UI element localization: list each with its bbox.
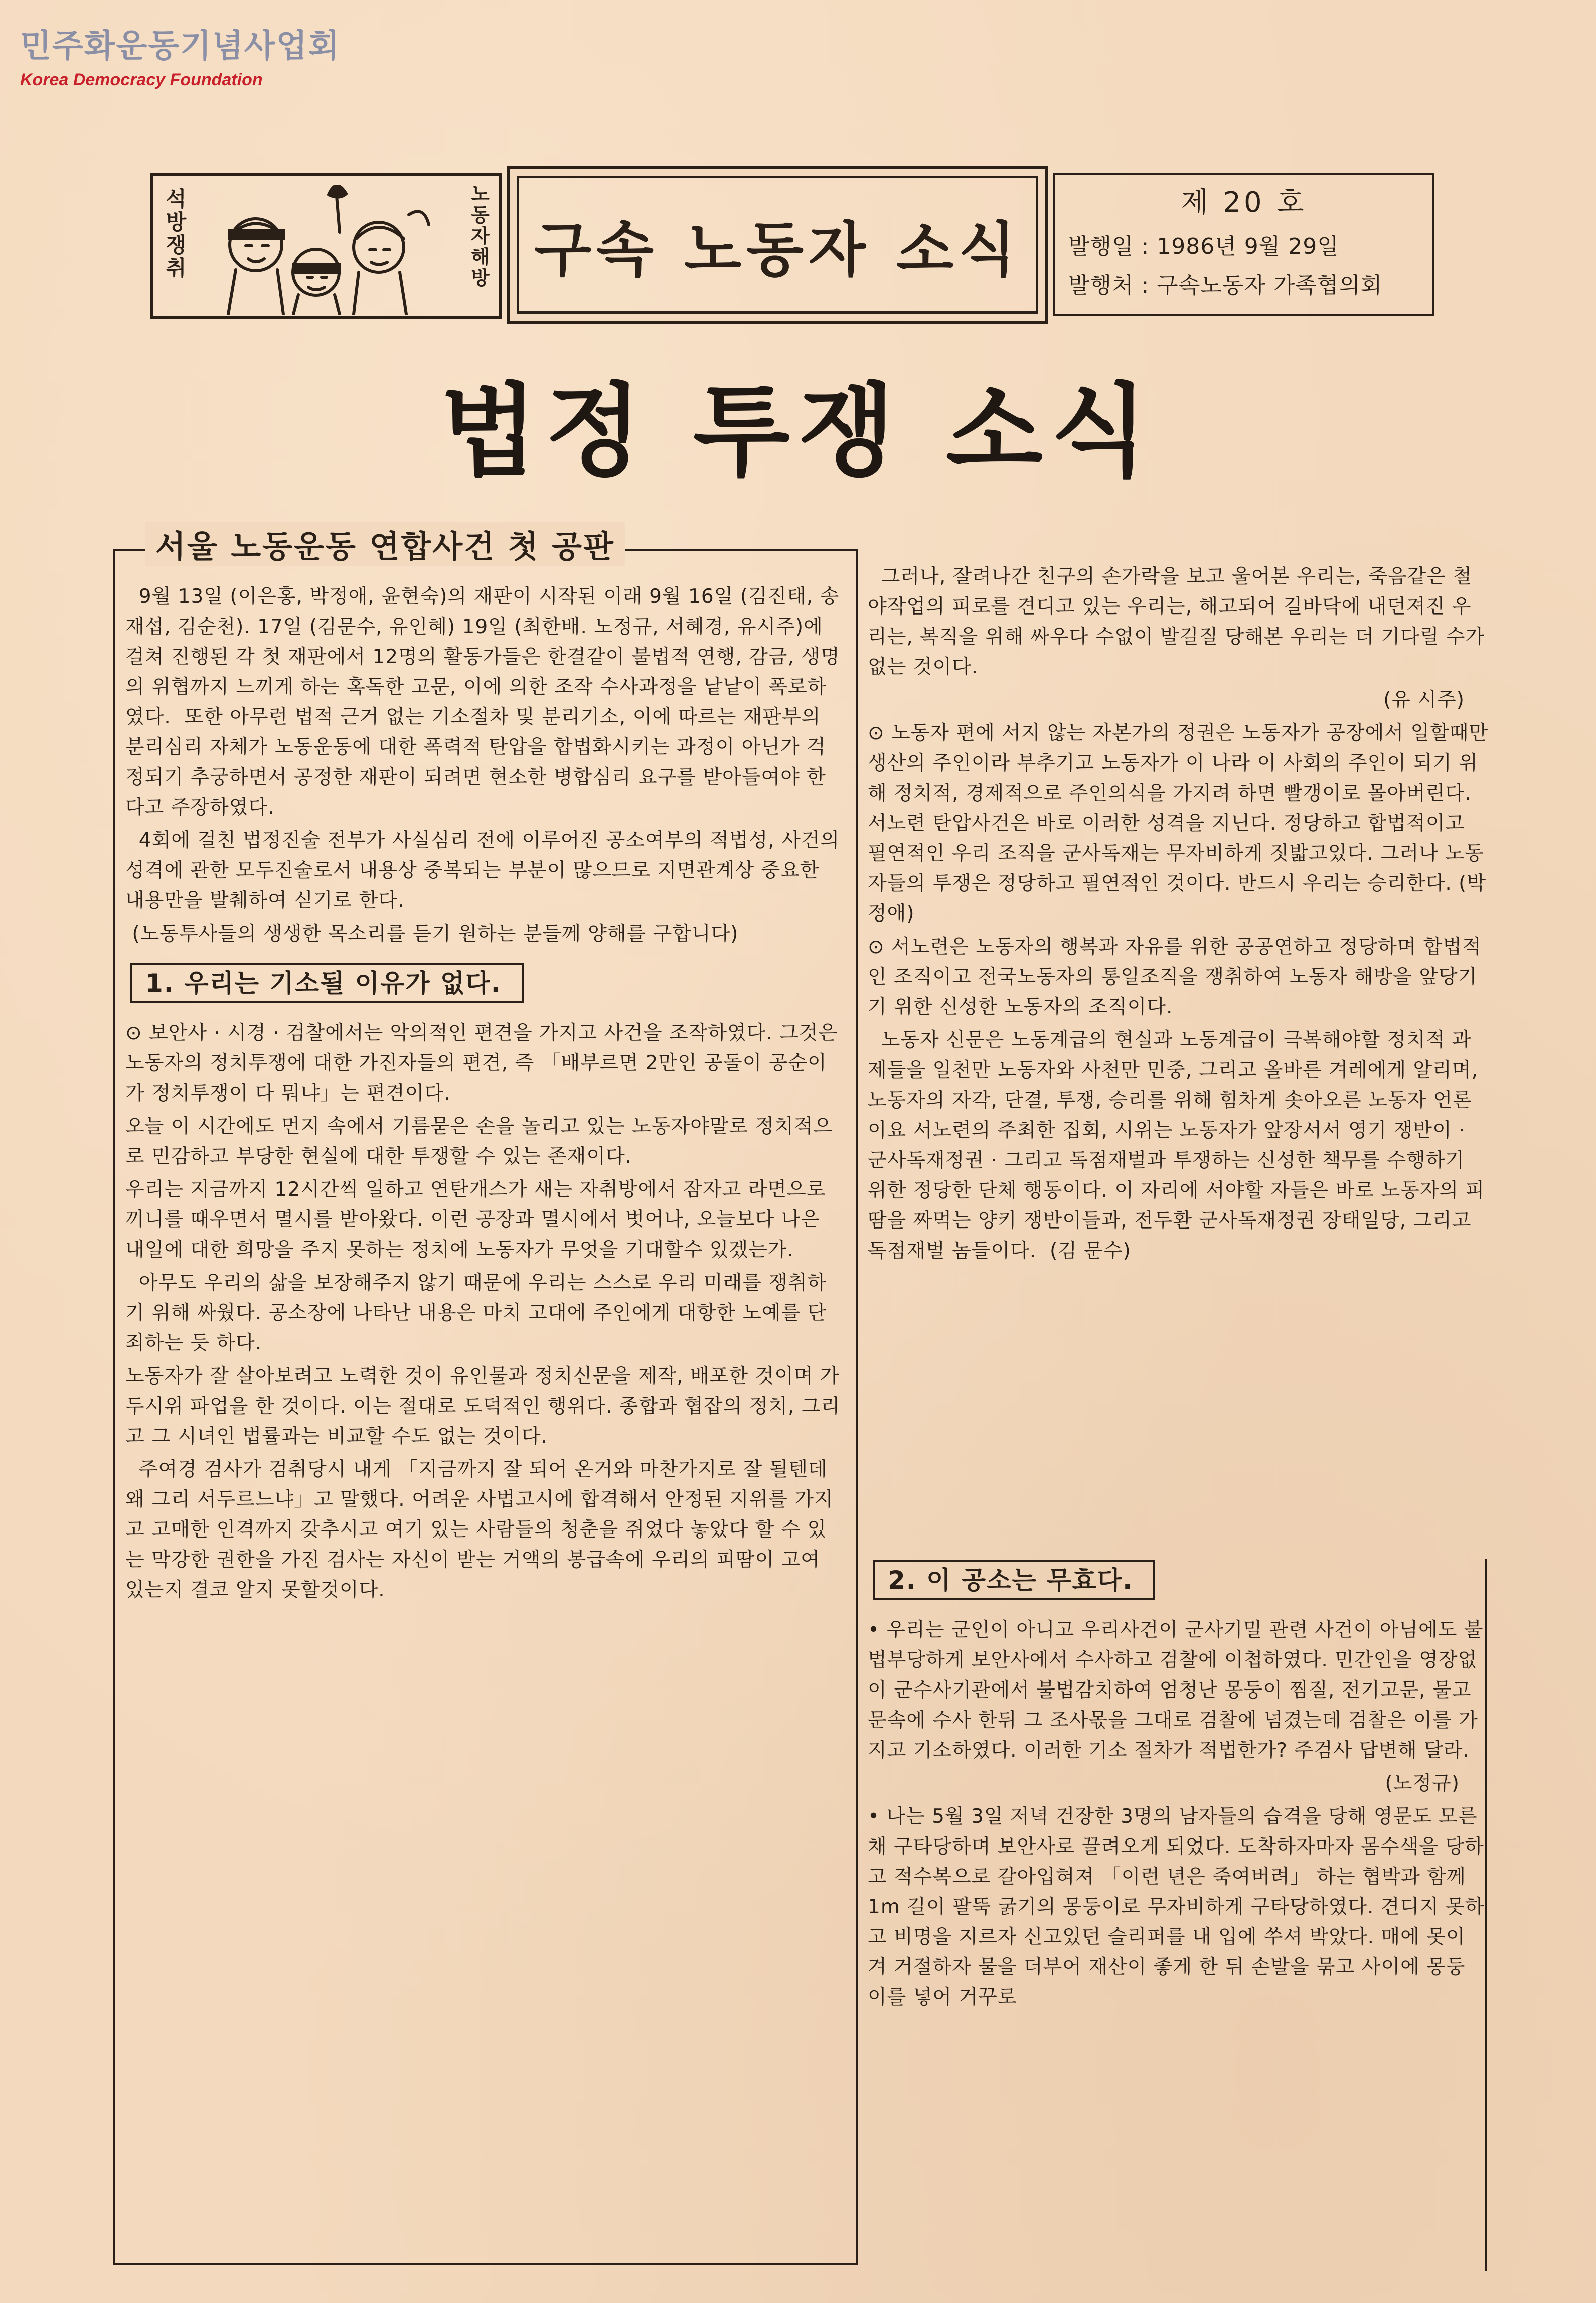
article-heading: 서울 노동운동 연합사건 첫 공판 bbox=[145, 522, 625, 566]
main-headline: 법정 투쟁 소식 bbox=[440, 372, 1156, 490]
newsletter-title: 구속 노동자 소식 bbox=[534, 215, 1021, 284]
article-paragraph: 우리는 지금까지 12시간씩 일하고 연탄개스가 새는 자취방에서 잠자고 라면으로 끼니를 때우면서 멸시를 받아왔다. 이런 공장과 멸시에서 벗어나, 오늘보다 나은 내일에 대한 희망을 주지 못하는 정치에 노동자가 무엇을 기대할수 있겠는가. bbox=[125, 1178, 833, 1261]
issue-info-box bbox=[1053, 173, 1434, 316]
article-paragraph: 그러나, 잘려나간 친구의 손가락을 보고 울어본 우리는, 죽음같은 철야작업의 피로를 견디고 있는 우리는, 해고되어 길바닥에 내던져진 우리는, 복직을 위해 싸우다 수없이 발길질 당해본 우리는 더 기다릴 수가 없는 것이다. bbox=[868, 565, 1492, 678]
speaker-signature: (노정규) bbox=[1385, 1772, 1460, 1795]
right-column-lower bbox=[868, 1560, 1485, 2016]
article-paragraph: 4회에 걸친 법정진술 전부가 사실심리 전에 이루어진 공소여부의 적법성, 사건의 성격에 관한 모두진술로서 내용상 중복되는 부분이 많으므로 지면관계상 중요한 내용만을 발췌하여 싣기로 한다. bbox=[125, 829, 847, 912]
left-column bbox=[125, 582, 847, 1608]
article-paragraph: ⊙ 보안사 · 시경 · 검찰에서는 악의적인 편견을 가지고 사건을 조작하였다. 그것은 노동자의 정치투쟁에 대한 가진자들의 편견, 즉 「배부르면 2만인 공돌이 공순이가 정치투쟁이 다 뭐냐」는 편견이다. bbox=[125, 1022, 845, 1105]
workers-cartoon-illustration bbox=[208, 185, 439, 315]
archive-watermark bbox=[20, 20, 340, 90]
article-paragraph: • 나는 5월 3일 저녁 건장한 3명의 남자들의 습격을 당해 영문도 모른채 구타당하며 보안사로 끌려오게 되었다. 도착하자마자 몸수색을 당하고 적수복으로 갈아입혀져 「이런 년은 죽여버려」 하는 협박과 함께 1m 길이 팔뚝 굵기의 몽둥이로 무자비하게 구타당하였다. 견디지 못하고 비명을 지르자 신고있던 슬리퍼를 내 입에 쑤셔 박았다. 매에 못이겨 거절하자 물을 더부어 재산이 좋게 한 뒤 손발을 묶고 사이에 몽둥이를 넣어 거꾸로 bbox=[868, 1805, 1485, 2009]
article-paragraph: 오늘 이 시간에도 먼지 속에서 기름묻은 손을 놀리고 있는 노동자야말로 정치적으로 민감하고 부당한 현실에 대한 투쟁할 수 있는 존재이다. bbox=[125, 1115, 833, 1168]
right-column bbox=[868, 562, 1495, 1269]
issue-publisher: 발행처 : 구속노동자 가족협의회 bbox=[1068, 273, 1383, 298]
watermark-english: Korea Democracy Foundation bbox=[20, 70, 263, 89]
subheading-2: 2. 이 공소는 무효다. bbox=[873, 1560, 1155, 1600]
subheading-1: 1. 우리는 기소될 이유가 없다. bbox=[130, 963, 524, 1003]
article-paragraph: 아무도 우리의 삶을 보장해주지 않기 때문에 우리는 스스로 우리 미래를 쟁취하기 위해 싸웠다. 공소장에 나타난 내용은 마치 고대에 주인에게 대항한 노예를 단죄하는 듯 하다. bbox=[125, 1272, 827, 1354]
article-note: (노동투사들의 생생한 목소리를 듣기 원하는 분들께 양해를 구합니다) bbox=[125, 923, 739, 945]
slogan-release: 석방쟁취 bbox=[163, 188, 187, 280]
watermark-korean: 민주화운동기념사업회 bbox=[20, 28, 341, 65]
issue-date: 발행일 : 1986년 9월 29일 bbox=[1068, 234, 1339, 259]
speaker-signature: (유 시주) bbox=[1383, 689, 1465, 711]
article-paragraph: • 우리는 군인이 아니고 우리사건이 군사기밀 관련 사건이 아님에도 불법부당하게 보안사에서 수사하고 검찰에 이첩하였다. 민간인을 영장없이 군수사기관에서 불법감치하여 엄청난 몽둥이 찜질, 전기고문, 물고문속에 수사 한뒤 그 조사몫을 그대로 검찰에 넘겼는데 검찰은 이를 가지고 기소하였다. 이러한 기소 절차가 적법한가? 주검사 답변해 달라. bbox=[868, 1619, 1484, 1762]
slogan-liberation: 노동자해방 bbox=[467, 184, 490, 289]
article-paragraph: ⊙ 노동자 편에 서지 않는 자본가의 정권은 노동자가 공장에서 일할때만 생산의 주인이라 부추기고 노동자가 이 나라 이 사회의 주인이 되기 위해 정치적, 경제적으로 주인의식을 가지려 하면 빨갱이로 몰아버린다. 서노련 탄압사건은 바로 이러한 성격을 지닌다. 정당하고 합법적이고 필연적인 우리 조직을 군사독재는 무자비하게 짓밟고있다. 그러나 노동자들의 투쟁은 정당하고 필연적인 것이다. 반드시 우리는 승리한다. (박정애) bbox=[868, 722, 1495, 925]
article-paragraph: 노동자 신문은 노동계급의 현실과 노동계급이 극복해야할 정치적 과제들을 일천만 노동자와 사천만 민중, 그리고 올바른 겨레에게 알리며, 노동자의 자각, 단결, 투쟁, 승리를 위해 힘차게 솟아오른 노동자 언론이요 서노련의 주최한 집회, 시위는 노동자가 앞장서서 영기 쟁반이 · 군사독재정권 · 그리고 독점재벌과 투쟁하는 신성한 책무를 수행하기 위한 정당한 단체 행동이다. 이 자리에 서야할 자들은 바로 노동자의 피땀을 짜먹는 양키 쟁반이들과, 전두환 군사독재정권 장태일당, 그리고 독점재벌 놈들이다. (김 문수) bbox=[868, 1029, 1485, 1262]
issue-number: 제 20 호 bbox=[1181, 186, 1307, 219]
article-paragraph: 주여경 검사가 검취당시 내게 「지금까지 잘 되어 온거와 마찬가지로 잘 될텐데 왜 그리 서두르느냐」고 말했다. 어려운 사법고시에 합격해서 안정된 지위를 가지고 고매한 인격까지 갖추시고 여기 있는 사람들의 청춘을 쥐었다 놓았다 할 수 있는 막강한 권한을 가진 검사는 자신이 받는 거액의 봉급속에 우리의 피땀이 고여 있는지 결코 알지 못할것이다. bbox=[125, 1458, 835, 1601]
article-paragraph: 노동자가 잘 살아보려고 노력한 것이 유인물과 정치신문을 제작, 배포한 것이며 가두시위 파업을 한 것이다. 이는 절대로 도덕적인 행위다. 종합과 협잡의 정치, 그리고 그 시녀인 법률과는 비교할 수도 없는 것이다. bbox=[125, 1365, 841, 1448]
article-paragraph: 9월 13일 (이은홍, 박정애, 윤현숙)의 재판이 시작된 이래 9월 16일 (김진태, 송재섭, 김순천). 17일 (김문수, 유인혜) 19일 (최한배. 노정규, 서혜경, 유시주)에 걸쳐 진행된 각 첫 재판에서 12명의 활동가들은 한결같이 불법적 연행, 감금, 생명의 위협까지 느끼게 하는 혹독한 고문, 이에 의한 조작 수사과정을 낱낱이 폭로하였다. 또한 아무런 법적 근거 없는 기소절차 및 분리기소, 이에 따르는 재판부의 분리심리 자체가 노동운동에 대한 폭력적 탄압을 합법화시키는 과정이 아닌가 걱정되기 추궁하면서 공정한 재판이 되려면 현소한 병합심리 요구를 받아들여야 한다고 주장하였다. bbox=[125, 585, 840, 819]
newsletter-title-box bbox=[507, 166, 1048, 324]
article-paragraph: ⊙ 서노련은 노동자의 행복과 자유를 위한 공공연하고 정당하며 합법적인 조직이고 전국노동자의 통일조직을 쟁취하여 노동자 해방을 앞당기기 위한 신성한 노동자의 조직이다. bbox=[868, 936, 1482, 1018]
masthead-illustration-box bbox=[150, 173, 502, 319]
